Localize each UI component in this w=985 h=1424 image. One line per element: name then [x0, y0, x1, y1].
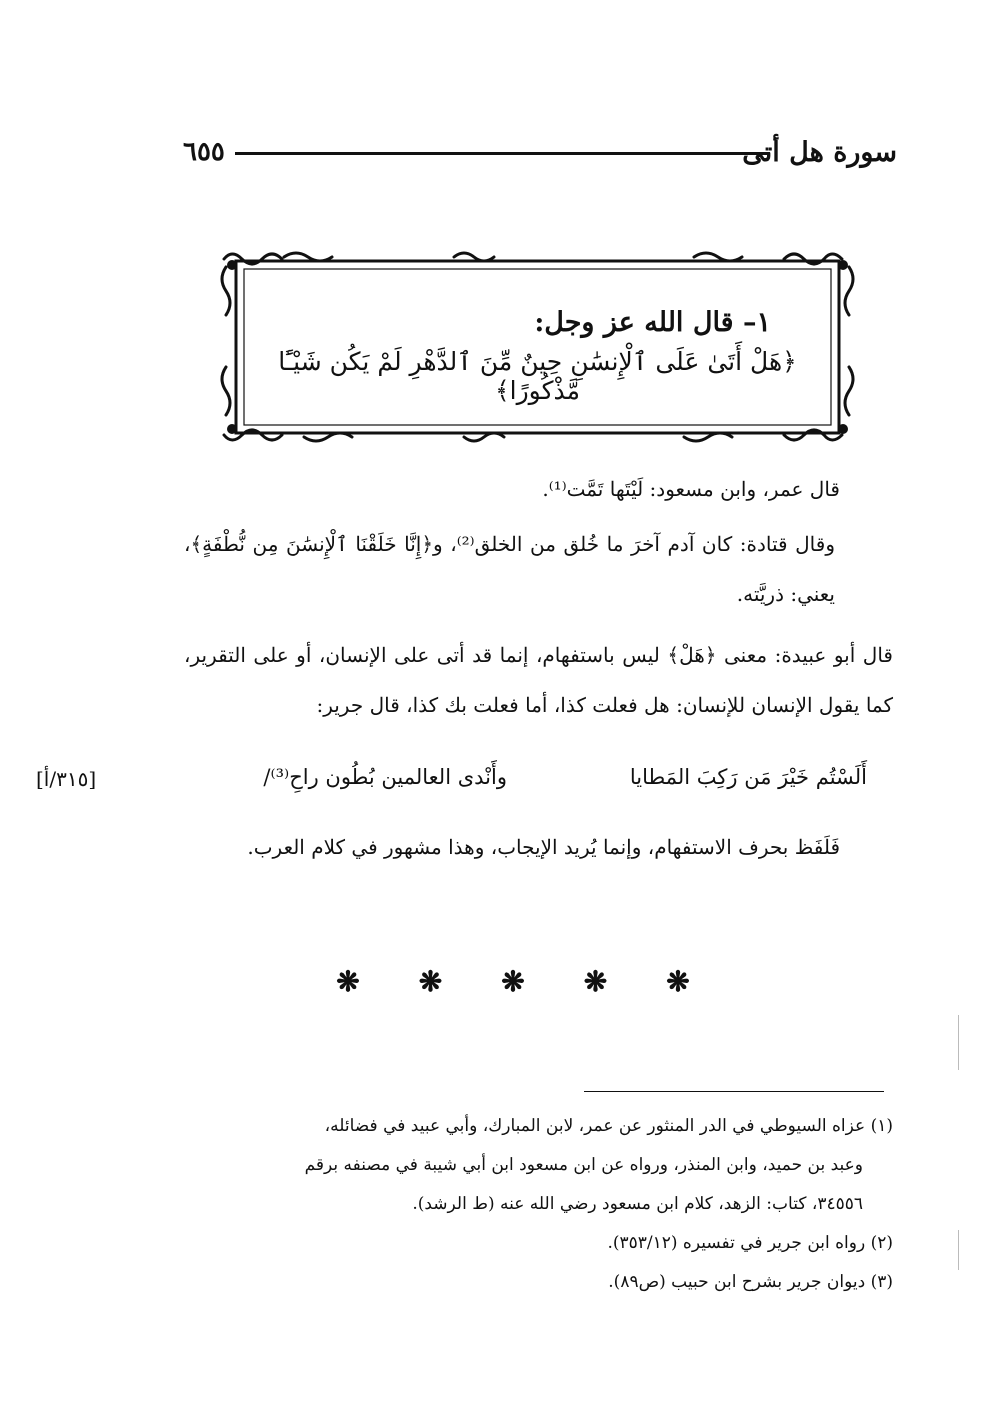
poem-first-hemistich: أَلَسْتُم خَيْرَ مَن رَكِبَ المَطايا	[629, 765, 867, 789]
running-title: سورة هل أتى	[742, 137, 897, 168]
scan-margin-mark	[958, 1230, 959, 1270]
paragraph-4: فَلَفَظ بحرف الاستفهام، وإنما يُريد الإيجاب، وهذا مشهور في كلام العرب.	[247, 835, 840, 859]
asterism-icon: ❋	[336, 965, 360, 998]
poem-second-hemistich: وأَنْدى العالمين بُطُون راحِ⁽³⁾/	[263, 765, 507, 789]
footnote-rule	[584, 1091, 884, 1092]
scan-margin-mark	[958, 1015, 959, 1070]
asterism-icon: ❋	[583, 965, 608, 998]
footnotes	[160, 1107, 893, 1302]
page-number: ٦٥٥	[183, 137, 225, 167]
asterism-icon: ❋	[501, 965, 525, 998]
paragraph-3: قال أبو عبيدة: معنى ﴿هَلْ﴾ ليس باستفهام، إنما قد أتى على الإنسان، أو على التقرير، كما يقول الإنسان للإنسان: هل فعلت كذا، أما فعلت بك كذا، قال جرير:	[184, 643, 893, 717]
paragraph-1: قال عمر، وابن مسعود: لَيْتَها تَمَّت⁽¹⁾.	[542, 477, 840, 501]
section-heading: ١– قال الله عز وجل:	[534, 307, 771, 338]
quran-verse: ﴿هَلْ أَتَىٰ عَلَى ٱلْإِنسَٰنِ حِينٌ مِّنَ ٱلدَّهْرِ لَمْ يَكُن شَيْـًٔا مَّذْكُورًا﴾	[278, 347, 797, 405]
footnote-3: (٣) ديوان جرير بشرح ابن حبيب (ص٨٩).	[608, 1272, 893, 1292]
section-separator	[333, 965, 693, 998]
asterism-icon: ❋	[666, 965, 690, 998]
footnote-1-line-2: وعبد بن حميد، وابن المنذر، ورواه عن ابن مسعود ابن أبي شيبة في مصنفه برقم	[304, 1155, 863, 1175]
ornamental-frame	[214, 247, 861, 447]
footnote-2: (٢) رواه ابن جرير في تفسيره (٣٥٣/١٢).	[607, 1233, 893, 1253]
footnote-1-line-3: ٣٤٥٥٦، كتاب: الزهد، كلام ابن مسعود رضي الله عنه (ط الرشد).	[412, 1194, 863, 1214]
footnote-1-line-1: (١) عزاه السيوطي في الدر المنثور عن عمر، لابن المبارك، وأبي عبيد في فضائله،	[324, 1116, 893, 1136]
manuscript-folio-reference: [٣١٥/أ]	[36, 767, 97, 791]
asterism-icon: ❋	[418, 965, 443, 998]
header-rule	[235, 152, 770, 155]
paragraph-2: وقال قتادة: كان آدم آخرَ ما خُلق من الخلق⁽²⁾، و﴿إِنَّا خَلَقْنَا ٱلْإِنسَٰنَ مِن نُّطْفَةٍ﴾، يعني: ذريَّته.	[184, 532, 835, 606]
